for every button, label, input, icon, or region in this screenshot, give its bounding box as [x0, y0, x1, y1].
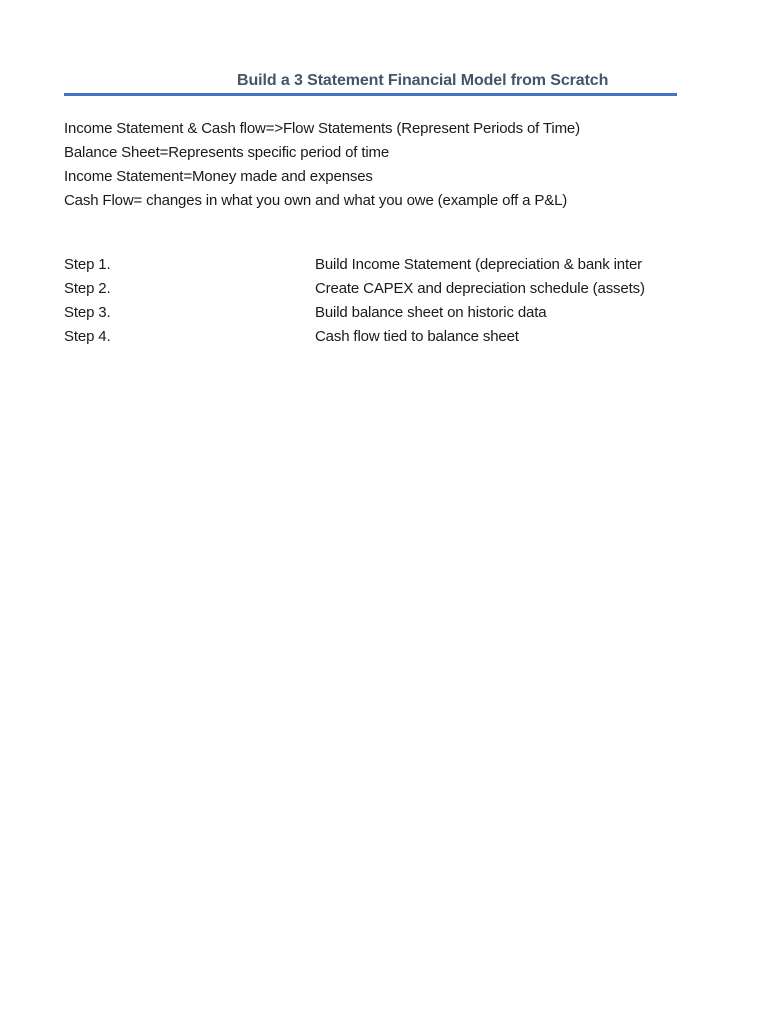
step-number: Step 3. [64, 304, 111, 321]
step-number: Step 1. [64, 256, 111, 273]
note-line: Balance Sheet=Represents specific period of time [64, 144, 390, 161]
note-line: Income Statement & Cash flow=>Flow Statements (Represent Periods of Time) [64, 120, 580, 137]
title-row [64, 70, 677, 94]
step-number: Step 4. [64, 328, 111, 345]
notes-list [64, 119, 580, 215]
step-description: Create CAPEX and depreciation schedule (assets) [315, 280, 645, 297]
step-row [64, 255, 677, 279]
step-row [64, 303, 677, 327]
note-line: Cash Flow= changes in what you own and what you owe (example off a P&L) [64, 192, 568, 209]
step-description: Build Income Statement (depreciation & bank inter [315, 256, 643, 273]
step-row [64, 279, 677, 303]
steps-list [64, 255, 677, 351]
note-line: Income Statement=Money made and expenses [64, 168, 373, 185]
title-underline [64, 93, 677, 96]
step-description: Build balance sheet on historic data [315, 304, 547, 321]
step-description: Cash flow tied to balance sheet [315, 328, 519, 345]
page-title: Build a 3 Statement Financial Model from Scratch [237, 72, 609, 89]
step-number: Step 2. [64, 280, 111, 297]
step-row [64, 327, 677, 351]
